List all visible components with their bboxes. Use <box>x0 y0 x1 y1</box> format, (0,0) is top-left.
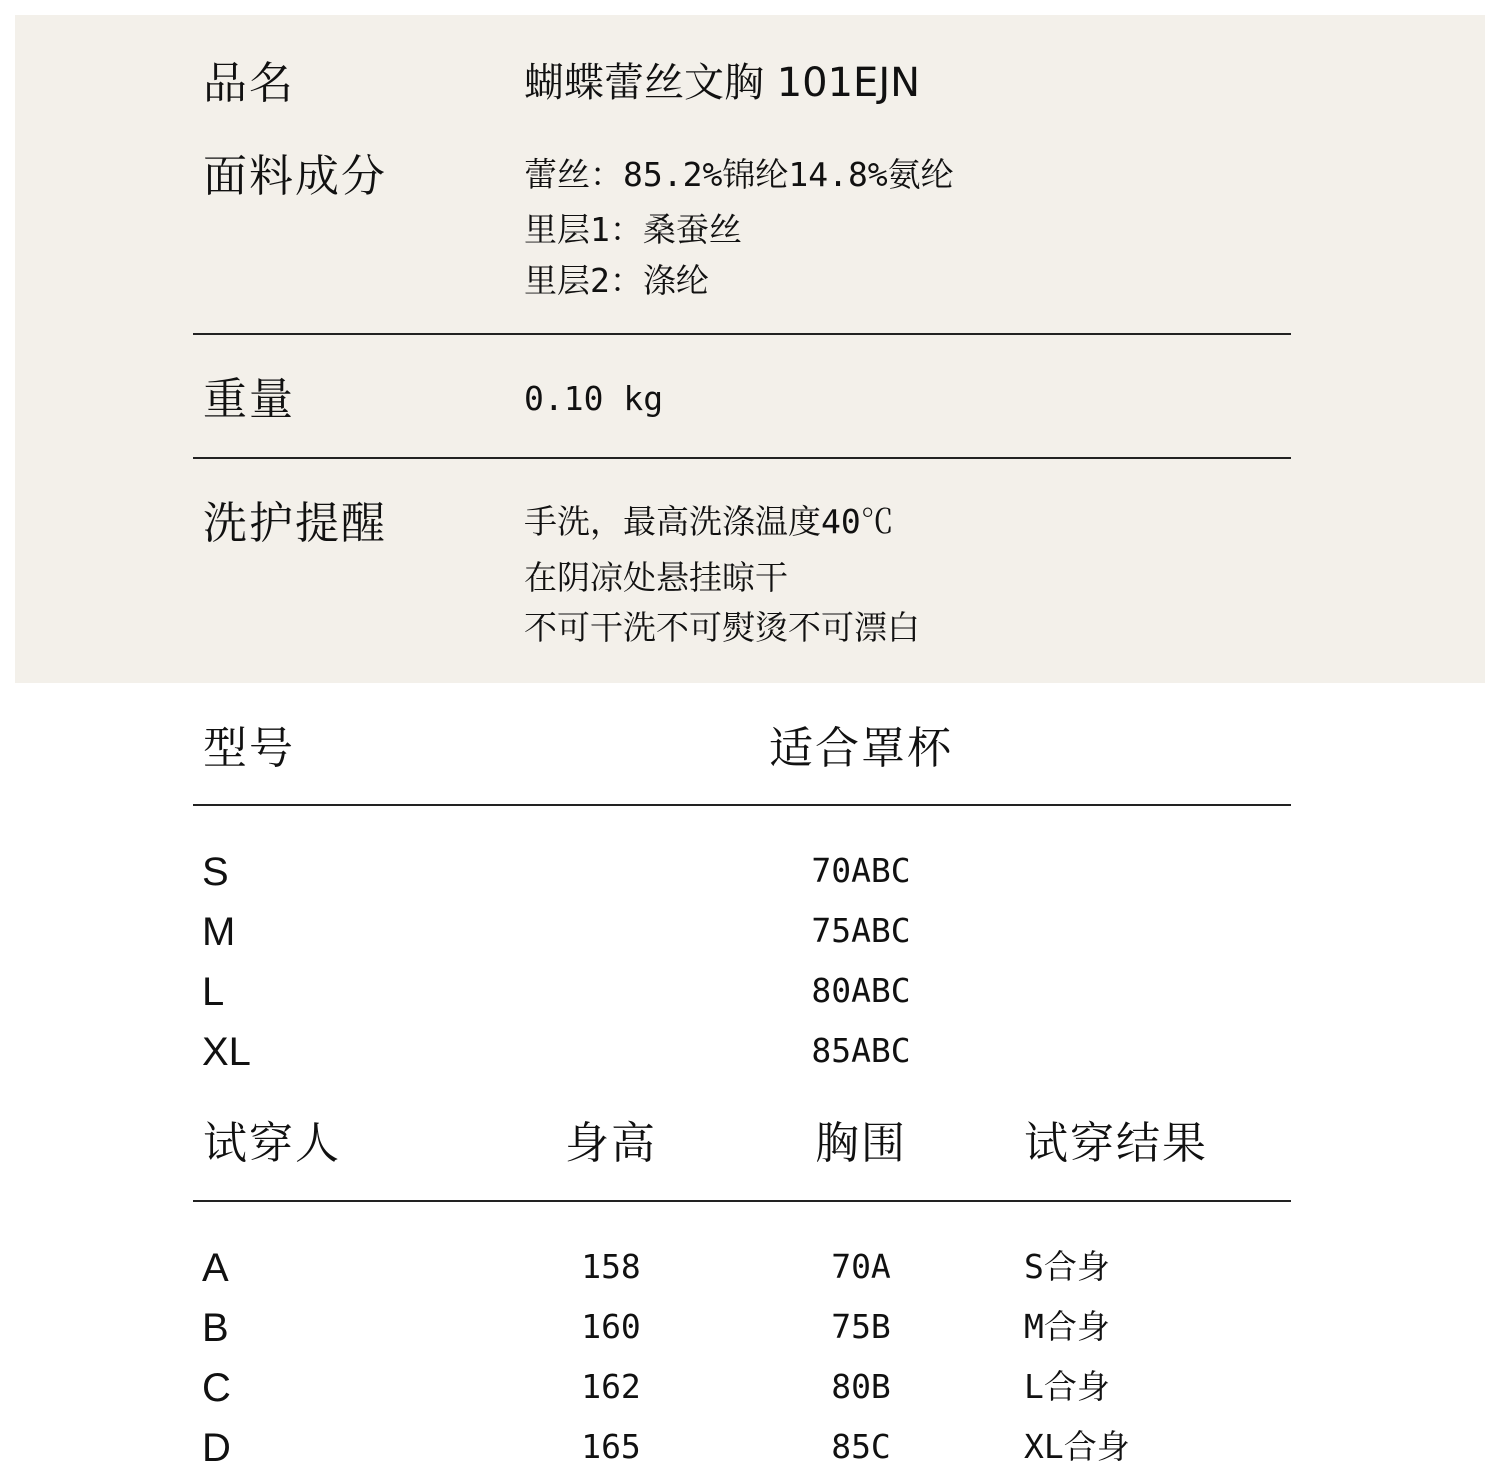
size-cell: M <box>202 910 236 954</box>
result-header: 试穿结果 <box>1024 1118 1208 1169</box>
cup-cell: 85ABC <box>811 1031 911 1070</box>
weight-value: 0.10 kg <box>524 379 664 418</box>
result-cell: S合身 <box>1024 1247 1110 1286</box>
result-cell: M合身 <box>1024 1307 1110 1346</box>
bust-cell: 75B <box>831 1307 891 1346</box>
bust-header: 胸围 <box>815 1118 907 1169</box>
cup-cell: 75ABC <box>811 911 911 950</box>
care-line: 在阴凉处悬挂晾干 <box>524 558 788 597</box>
weight-label: 重量 <box>203 374 295 425</box>
height-cell: 160 <box>581 1307 641 1346</box>
person-header: 试穿人 <box>203 1118 341 1169</box>
care-label: 洗护提醒 <box>203 498 387 549</box>
size-cell: XL <box>202 1030 251 1074</box>
care-line: 手洗，最高洗涤温度40℃ <box>524 502 894 541</box>
bust-cell: 70A <box>831 1247 891 1286</box>
divider <box>193 1200 1291 1202</box>
product-name-label: 品名 <box>203 58 295 109</box>
size-cell: S <box>202 850 229 894</box>
result-cell: L合身 <box>1024 1367 1110 1406</box>
bust-cell: 80B <box>831 1367 891 1406</box>
height-header: 身高 <box>565 1118 657 1169</box>
cup-cell: 80ABC <box>811 971 911 1010</box>
fabric-line: 里层1：桑蚕丝 <box>524 210 742 249</box>
size-header: 型号 <box>203 723 295 774</box>
size-cell: L <box>202 970 225 1014</box>
fabric-line: 蕾丝：85.2%锦纶14.8%氨纶 <box>524 155 954 194</box>
fabric-label: 面料成分 <box>203 151 387 202</box>
divider <box>193 457 1291 459</box>
care-line: 不可干洗不可熨烫不可漂白 <box>524 608 920 647</box>
person-cell: B <box>202 1306 229 1350</box>
person-cell: C <box>202 1366 231 1410</box>
product-name-value: 蝴蝶蕾丝文胸 101EJN <box>524 60 921 106</box>
person-cell: D <box>202 1426 231 1470</box>
height-cell: 162 <box>581 1367 641 1406</box>
person-cell: A <box>202 1246 229 1290</box>
divider <box>193 804 1291 806</box>
bust-cell: 85C <box>831 1427 891 1466</box>
cup-header: 适合罩杯 <box>769 723 953 774</box>
height-cell: 158 <box>581 1247 641 1286</box>
fabric-line: 里层2：涤纶 <box>524 261 709 300</box>
cup-cell: 70ABC <box>811 851 911 890</box>
height-cell: 165 <box>581 1427 641 1466</box>
result-cell: XL合身 <box>1024 1427 1130 1466</box>
divider <box>193 333 1291 335</box>
